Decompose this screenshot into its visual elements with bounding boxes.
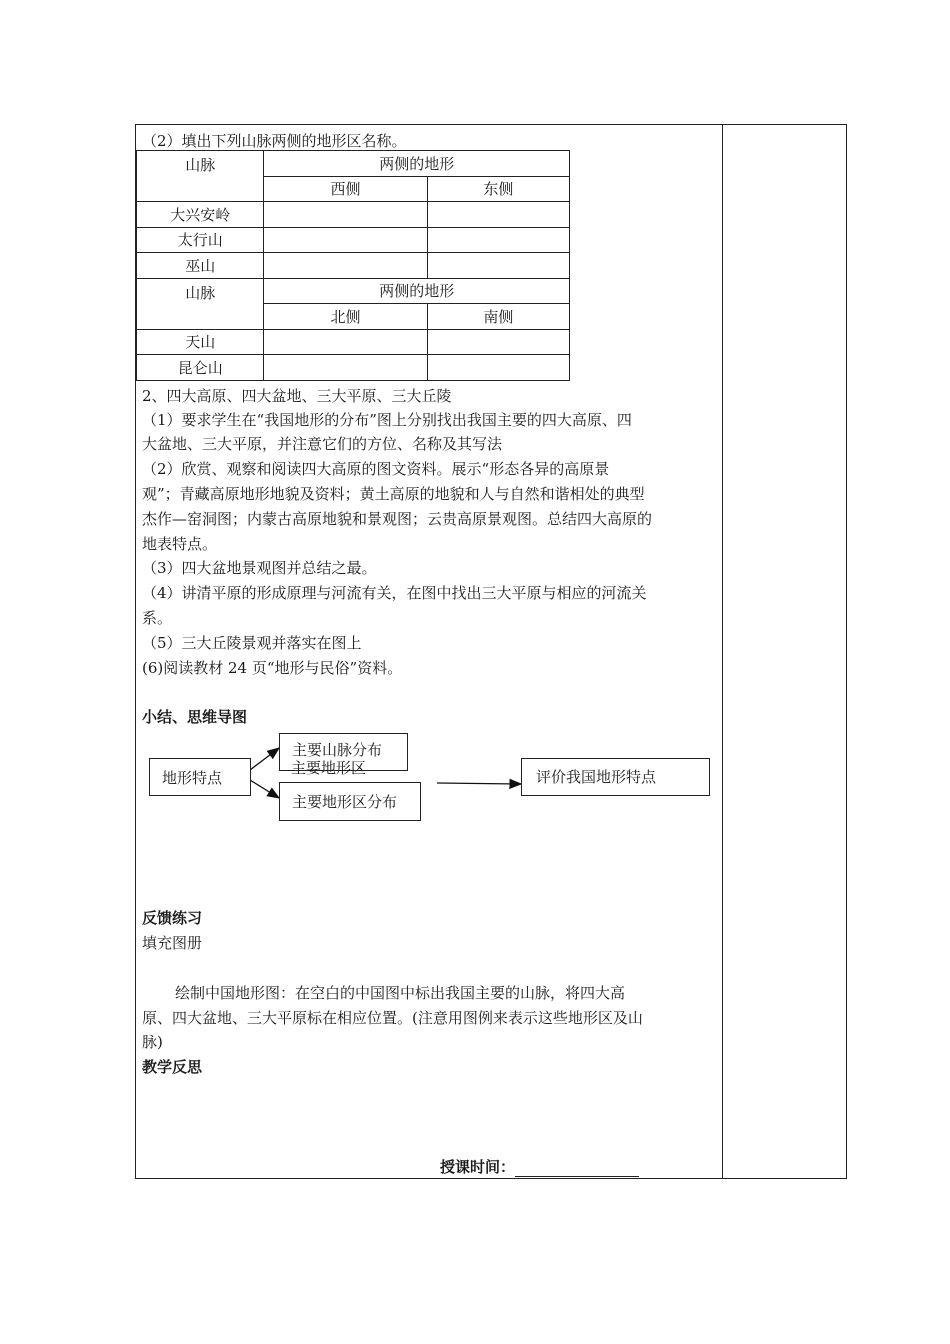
header-mountain-2: 山脉 [137,278,264,329]
fill-in-heading: （2）填出下列山脉两侧的地形区名称。 [142,132,407,150]
body-line: 观”；青藏高原地形地貌及资料；黄土高原的地貌和人与自然和谐相处的典型 [142,485,645,503]
body-line: 大盆地、三大平原，并注意它们的方位、名称及其写法 [142,435,503,453]
node-label: 评价我国地形特点 [536,768,657,786]
body-line: （4）讲清平原的形成原理与河流有关，在图中找出三大平原与相应的河流关 [142,584,647,602]
overlap-label: 主要地形区 [291,759,367,777]
feedback-para: 绘制中国地形图：在空白的中国图中标出我国主要的山脉，将四大高 [175,984,626,1002]
arrow-to-regions [250,780,279,798]
header-sides-2: 两侧的地形 [264,278,570,304]
body-line: (6)阅读教材 24 页“地形与民俗”资料。 [142,659,403,677]
node-label: 主要山脉分布 [292,741,383,759]
feedback-para: 原、四大盆地、三大平原标在相应位置。(注意用图例来表示这些地形区及山 [142,1009,643,1027]
class-time-blank[interactable] [515,1159,639,1177]
header-east: 东侧 [427,176,569,202]
node-label: 地形特点 [162,769,223,787]
header-sides: 两侧的地形 [264,151,570,177]
header-south: 南侧 [427,304,569,330]
class-time-label: 授课时间： [440,1158,516,1176]
mountain-name: 太行山 [137,227,264,253]
arrow-to-mountains [250,748,279,770]
node-label: 主要地形区分布 [292,793,398,811]
arrow-to-evaluation [437,783,521,784]
mountain-name: 巫山 [137,253,264,279]
class-time-row [440,1157,639,1177]
header-west: 西侧 [264,176,427,202]
body-line: （5）三大丘陵景观并落实在图上 [142,634,362,652]
feedback-para: 脉) [142,1033,163,1051]
landform-heading: 2、四大高原、四大盆地、三大平原、三大丘陵 [142,387,452,405]
mountain-name: 大兴安岭 [137,202,264,228]
mountain-name: 昆仑山 [137,355,264,381]
header-mountain: 山脉 [137,151,264,202]
mind-map-node-regions [279,782,421,821]
summary-heading: 小结、思维导图 [142,708,248,726]
mind-map-node-features [149,758,251,796]
feedback-line: 填充图册 [142,934,203,952]
body-line: 系。 [142,609,173,627]
body-line: 杰作—窑洞图；内蒙古高原地貌和景观图；云贵高原景观图。总结四大高原的 [142,510,653,528]
body-line: （1）要求学生在“我国地形的分布”图上分别找出我国主要的四大高原、四 [142,411,632,429]
mind-map-node-evaluation [521,758,710,796]
body-line: 地表特点。 [142,535,218,553]
header-north: 北侧 [264,304,427,330]
feedback-heading: 反馈练习 [142,909,203,927]
body-line: （2）欣赏、观察和阅读四大高原的图文资料。展示“形态各异的高原景 [142,460,610,478]
mountain-name: 天山 [137,329,264,355]
reflection-heading: 教学反思 [142,1058,203,1076]
body-line: （3）四大盆地景观图并总结之最。 [142,559,377,577]
